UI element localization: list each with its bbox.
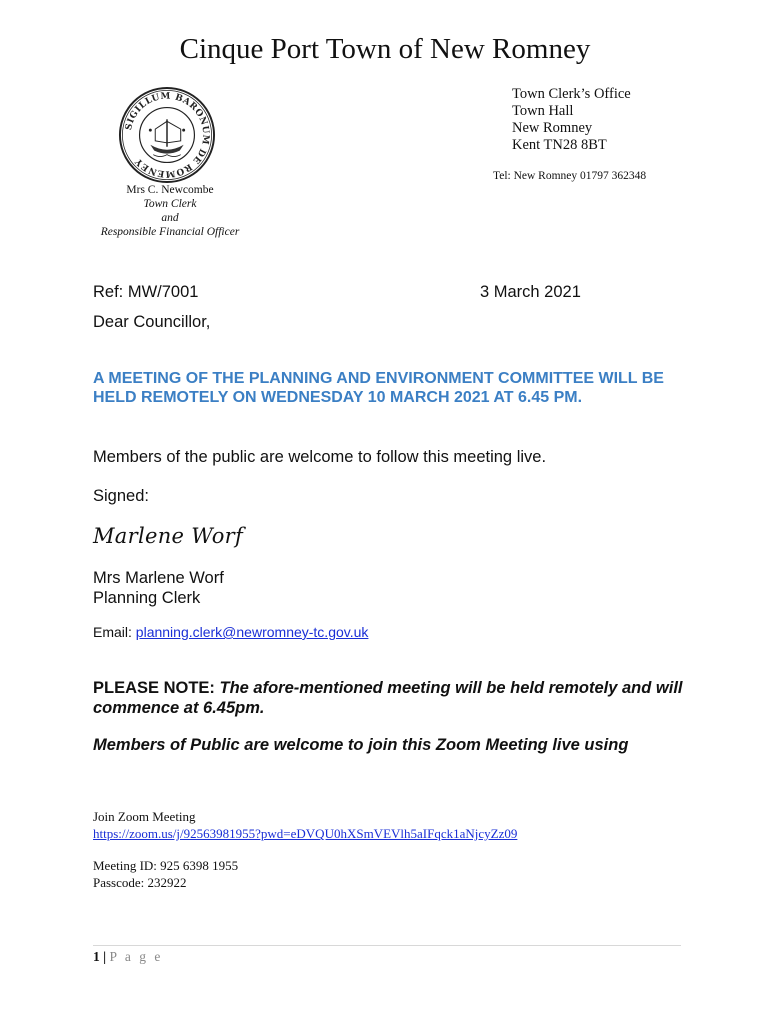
town-seal-icon [118, 86, 216, 184]
email-line [93, 624, 368, 640]
clerk-name: Mrs C. Newcombe [126, 184, 214, 196]
please-note [93, 678, 683, 718]
zoom-invite-text: Members of Public are welcome to join this Zoom Meeting live using [93, 736, 629, 754]
note-text: The afore-mentioned meeting will be held remotely and will commence at 6.45pm. [93, 679, 683, 717]
greeting: Dear Councillor, [93, 313, 211, 331]
clerk-role: Responsible Financial Officer [100, 226, 240, 238]
meeting-heading: A MEETING OF THE PLANNING AND ENVIRONMENT COMMITTEE WILL BE HELD REMOTELY ON WEDNESDAY 10 MARCH 2021 AT 6.45 PM. [93, 370, 664, 406]
note-label: PLEASE NOTE: [93, 679, 220, 697]
address-line: Kent TN28 8BT [512, 137, 607, 153]
office-address [512, 86, 631, 154]
page-label: P a g e [109, 949, 163, 964]
signer-role: Planning Clerk [93, 589, 201, 607]
signed-label: Signed: [93, 487, 149, 505]
signer-block [93, 568, 224, 608]
page-footer [93, 949, 163, 965]
clerk-title: Town Clerk [143, 198, 197, 210]
meeting-id: Meeting ID: 925 6398 1955 [93, 858, 239, 873]
zoom-credentials [93, 857, 238, 891]
footer-divider [93, 945, 681, 946]
address-line: Town Clerk’s Office [512, 86, 631, 102]
passcode: Passcode: 232922 [93, 875, 187, 890]
letter-date: 3 March 2021 [480, 283, 581, 301]
address-line: Town Hall [512, 103, 574, 119]
footer-separator: | [103, 949, 107, 964]
join-label: Join Zoom Meeting [93, 809, 196, 824]
town-clerk-block [80, 183, 260, 239]
signature: Marlene Worf [93, 524, 244, 548]
public-welcome-text: Members of the public are welcome to follow this meeting live. [93, 448, 547, 466]
reference: Ref: MW/7001 [93, 283, 199, 301]
zoom-join-block [93, 808, 517, 842]
clerk-conjunction: and [161, 212, 179, 224]
seal-inscription: SIGILLUM BARONUM DE ROMENEY [124, 91, 211, 179]
telephone-number: Tel: New Romney 01797 362348 [493, 170, 647, 182]
page-number: 1 [93, 949, 100, 964]
email-link[interactable]: planning.clerk@newromney-tc.gov.uk [135, 624, 369, 640]
zoom-link[interactable]: https://zoom.us/j/92563981955?pwd=eDVQU0hXSmVEVlh5aIFqck1aNjcyZz09 [93, 826, 518, 841]
email-label: Email: [93, 624, 136, 640]
address-line: New Romney [512, 120, 593, 136]
document-title: Cinque Port Town of New Romney [179, 33, 591, 65]
signer-name: Mrs Marlene Worf [93, 569, 224, 587]
